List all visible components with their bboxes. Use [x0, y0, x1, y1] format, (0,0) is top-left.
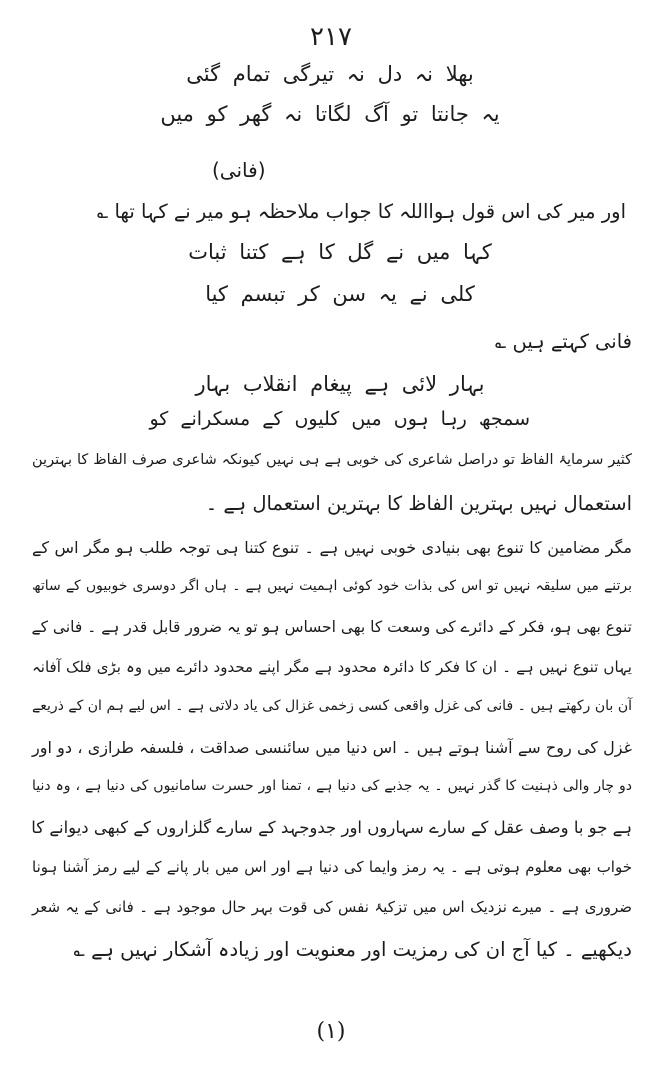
verse-line: کلی نے یہ سن کر تبسم کیا	[205, 282, 475, 306]
prose-line: اور میر کی اس قول ہوااللہ کا جواب ملاحظہ ہو میر نے کہا تھا ؎	[96, 200, 626, 223]
prose-line: دو چار والی ذہنیت کا گذر نہیں ۔ یہ جذبے کی دنیا ہے ، تمنا اور حسرت سامانیوں کی دنیا ہے ، وہ دنیا	[32, 778, 632, 794]
verse-line: یہ جانتا تو آگ لگاتا نہ گھر کو میں	[160, 102, 500, 126]
prose-line: یہاں تنوع نہیں ہے ۔ ان کا فکر کا دائرہ محدود ہے مگر اپنے محدود دائرے میں وہ بڑی فلک آفانہ	[32, 658, 632, 676]
prose-line: فانی کہتے ہیں ؎	[494, 330, 632, 353]
prose-line: خواب بھی معلوم ہوتی ہے ۔ یہ رمز وایما کی دنیا ہے اور اس میں بار پانے کے لیے رمز آشنا ہونا	[32, 858, 632, 876]
verse-line: بھلا نہ دل نہ تیرگی تمام گئی	[186, 62, 474, 86]
poet-attribution: (فانی)	[212, 158, 266, 182]
prose-line: برتنے میں سلیقہ نہیں تو اس کی بذات خود کوئی اہمیت نہیں ہے ۔ ہاں اگر دوسری خوبیوں کے ساتھ	[32, 578, 632, 594]
page-number: ۲۱۷	[310, 22, 352, 52]
prose-line: دیکھیے ۔ کیا آج ان کی رمزیت اور معنویت اور زیادہ آشکار نہیں ہے ؎	[73, 938, 632, 961]
prose-line: غزل کی روح سے آشنا ہوتے ہیں ۔ اس دنیا میں سائنسی صداقت ، فلسفہ طرازی ، دو اور	[32, 738, 632, 757]
prose-line: ہے جو با وصف عقل کے سارے سہاروں اور جدوجہد کے سارے گلزاروں کے کبھی دیوانے کا	[31, 818, 632, 837]
prose-line: مگر مضامین کا تنوع بھی بنیادی خوبی نہیں ہے ۔ تنوع کتنا ہی توجہ طلب ہو مگر اس کے	[32, 538, 632, 557]
prose-line: تنوع بھی ہو، فکر کے دائرے کی وسعت کا بھی احساس ہو تو یہ ضرور قابل قدر ہے ۔ فانی کے	[31, 618, 632, 636]
prose-line: کثیر سرمایۂ الفاظ تو دراصل شاعری کی خوبی ہے ہی نہیں کیونکہ شاعری صرف الفاظ کا بہترین	[32, 452, 632, 468]
prose-line: استعمال نہیں بہترین الفاظ کا بہترین استعمال ہے ۔	[205, 492, 632, 515]
prose-line: آن بان رکھتے ہیں ۔ فانی کی غزل واقعی کسی زخمی غزال کی یاد دلاتی ہے ۔ اس لیے ہم ان کے ذریعے	[32, 698, 632, 714]
prose-line: ضروری ہے ۔ میرے نزدیک اس میں تزکیۂ نفس کی قوت بہر حال موجود ہے ۔ فانی کے یہ شعر	[32, 898, 632, 916]
verse-line: بہار لائی ہے پیغام انقلاب بہار	[195, 372, 485, 396]
verse-line: سمجھ رہا ہوں میں کلیوں کے مسکرانے کو	[149, 408, 530, 430]
verse-line: کہا میں نے گل کا ہے کتنا ثبات	[188, 240, 492, 264]
page-footer-number: (۱)	[316, 1019, 346, 1044]
